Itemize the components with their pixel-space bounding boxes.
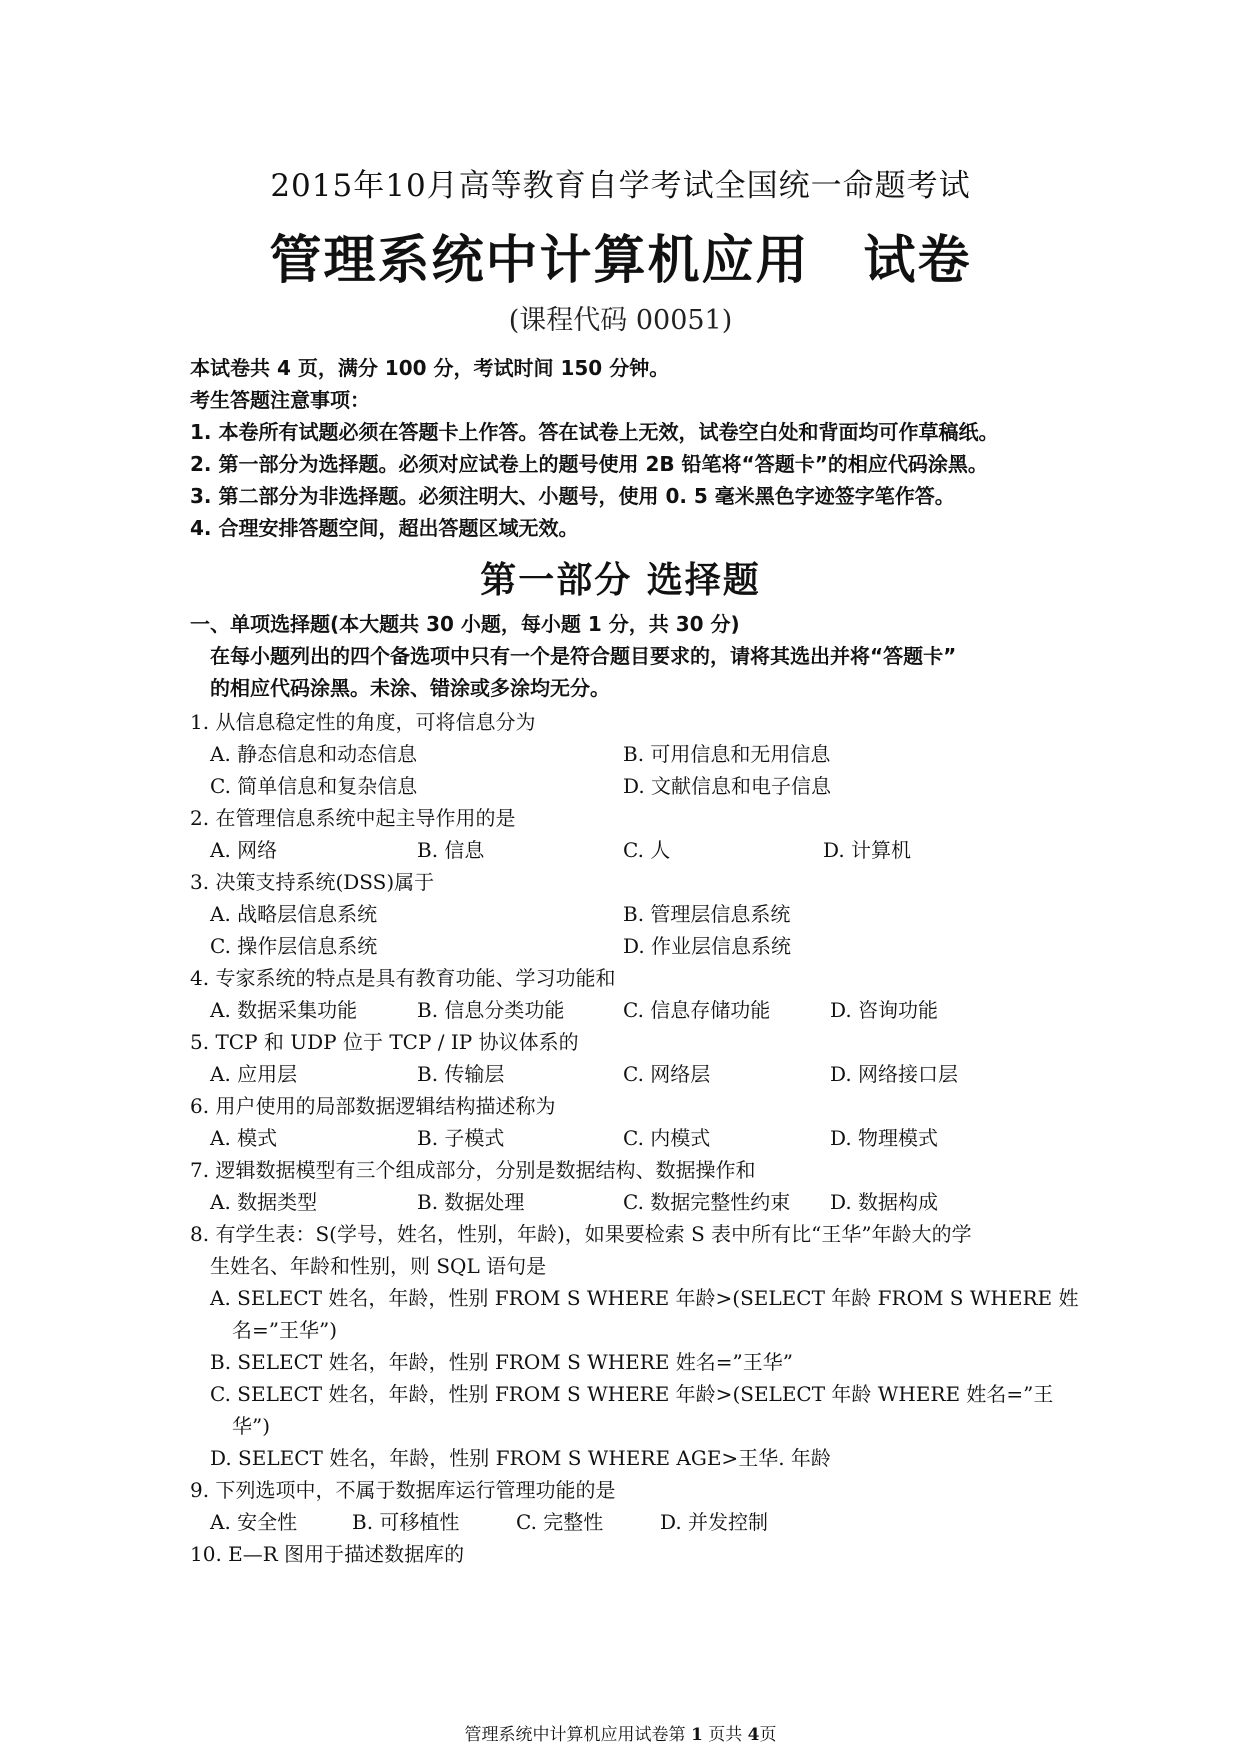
footer-suffix: 页 (759, 1725, 777, 1745)
option-d: D. SELECT 姓名，年龄，性别 FROM S WHERE AGE>王华. 年龄 (210, 1446, 831, 1470)
option-c-continued: 华”) (232, 1414, 271, 1438)
option-b: B. 可移植性 (352, 1510, 460, 1534)
option-d: D. 作业层信息系统 (623, 934, 792, 958)
instruction-item-1: 1. 本卷所有试题必须在答题卡上作答。答在试卷上无效，试卷空白处和背面均可作草稿纸。 (190, 420, 999, 444)
option-a: A. 静态信息和动态信息 (210, 742, 418, 766)
instruction-item-4: 4. 合理安排答题空间，超出答题区域无效。 (190, 516, 579, 540)
question-stem: 10. E—R 图用于描述数据库的 (190, 1542, 465, 1566)
instruction-item-3: 3. 第二部分为非选择题。必须注明大、小题号，使用 0. 5 毫米黑色字迹签字笔作答。 (190, 484, 955, 508)
option-a: A. 网络 (210, 838, 278, 862)
option-b: B. 管理层信息系统 (623, 902, 791, 926)
question-group-note-2: 的相应代码涂黑。未涂、错涂或多涂均无分。 (210, 676, 610, 700)
option-a: A. 数据类型 (210, 1190, 318, 1214)
option-b: B. 子模式 (417, 1126, 505, 1150)
option-d: D. 咨询功能 (830, 998, 939, 1022)
question-stem-continued: 生姓名、年龄和性别，则 SQL 语句是 (210, 1254, 547, 1278)
exam-session-line: 2015年10月高等教育自学考试全国统一命题考试 (270, 168, 971, 204)
option-d: D. 数据构成 (830, 1190, 939, 1214)
option-d: D. 物理模式 (830, 1126, 939, 1150)
instruction-summary: 本试卷共 4 页，满分 100 分，考试时间 150 分钟。 (190, 356, 670, 380)
question-stem: 2. 在管理信息系统中起主导作用的是 (190, 806, 516, 830)
footer-page-number: 1 (690, 1725, 703, 1745)
instruction-heading: 考生答题注意事项： (190, 388, 370, 412)
option-c: C. 信息存储功能 (623, 998, 771, 1022)
option-a: A. 战略层信息系统 (210, 902, 378, 926)
instruction-item-2: 2. 第一部分为选择题。必须对应试卷上的题号使用 2B 铅笔将“答题卡”的相应代码涂黑。 (190, 452, 988, 476)
course-code: (课程代码 00051) (508, 305, 733, 336)
question-group-note-1: 在每小题列出的四个备选项中只有一个是符合题目要求的，请将其选出并将“答题卡” (210, 644, 957, 668)
option-d: D. 文献信息和电子信息 (623, 774, 832, 798)
option-c: C. 人 (623, 838, 671, 862)
option-d: D. 并发控制 (660, 1510, 769, 1534)
question-group-heading: 一、单项选择题(本大题共 30 小题，每小题 1 分，共 30 分) (190, 612, 740, 636)
option-c: C. 简单信息和复杂信息 (210, 774, 418, 798)
option-a: A. 安全性 (210, 1510, 298, 1534)
question-stem: 3. 决策支持系统(DSS)属于 (190, 870, 435, 894)
section-title: 第一部分 选择题 (480, 560, 761, 601)
option-b: B. 传输层 (417, 1062, 505, 1086)
option-b: B. SELECT 姓名，年龄，性别 FROM S WHERE 姓名=”王华” (210, 1350, 793, 1374)
option-a: A. 数据采集功能 (210, 998, 358, 1022)
footer-total-pages: 4 (747, 1725, 760, 1745)
option-c: C. SELECT 姓名，年龄，性别 FROM S WHERE 年龄>(SELECT 年龄 WHERE 姓名=”王 (210, 1382, 1054, 1406)
question-stem: 7. 逻辑数据模型有三个组成部分，分别是数据结构、数据操作和 (190, 1158, 756, 1182)
option-b: B. 可用信息和无用信息 (623, 742, 831, 766)
page-footer (0, 1720, 1241, 1745)
option-a: A. 应用层 (210, 1062, 298, 1086)
option-c: C. 操作层信息系统 (210, 934, 378, 958)
option-a: A. SELECT 姓名，年龄，性别 FROM S WHERE 年龄>(SELECT 年龄 FROM S WHERE 姓 (210, 1286, 1079, 1310)
option-c: C. 完整性 (516, 1510, 604, 1534)
option-c: C. 网络层 (623, 1062, 711, 1086)
question-stem: 8. 有学生表：S(学号，姓名，性别，年龄)，如果要检索 S 表中所有比“王华”年龄大的学 (190, 1222, 972, 1246)
option-b: B. 信息分类功能 (417, 998, 565, 1022)
question-stem: 1. 从信息稳定性的角度，可将信息分为 (190, 710, 536, 734)
question-stem: 5. TCP 和 UDP 位于 TCP / IP 协议体系的 (190, 1030, 579, 1054)
question-stem: 4. 专家系统的特点是具有教育功能、学习功能和 (190, 966, 616, 990)
option-d: D. 计算机 (823, 838, 912, 862)
option-a-continued: 名=”王华”) (232, 1318, 338, 1342)
footer-middle: 页共 (708, 1725, 743, 1745)
footer-prefix: 管理系统中计算机应用试卷第 (464, 1725, 686, 1745)
question-stem: 9. 下列选项中，不属于数据库运行管理功能的是 (190, 1478, 616, 1502)
option-c: C. 内模式 (623, 1126, 711, 1150)
option-b: B. 信息 (417, 838, 485, 862)
option-b: B. 数据处理 (417, 1190, 525, 1214)
option-d: D. 网络接口层 (830, 1062, 959, 1086)
question-stem: 6. 用户使用的局部数据逻辑结构描述称为 (190, 1094, 556, 1118)
page-title: 管理系统中计算机应用 试卷 (269, 231, 972, 291)
option-c: C. 数据完整性约束 (623, 1190, 791, 1214)
option-a: A. 模式 (210, 1126, 278, 1150)
